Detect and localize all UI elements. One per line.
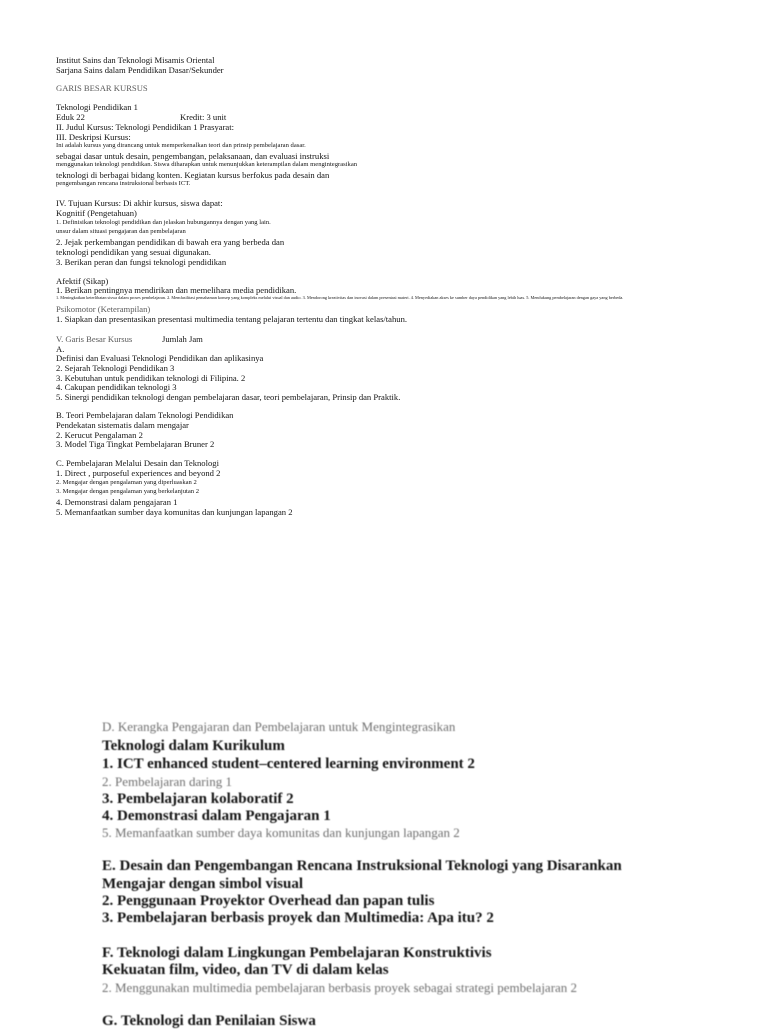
section-a-item: 2. Sejarah Teknologi Pendidikan 3	[56, 363, 175, 373]
psychomotor-heading: Psikomotor (Keterampilan)	[56, 304, 151, 314]
section-d-item: 5. Memanfaatkan sumber daya komunitas dan kunjungan lapangan 2	[102, 825, 460, 840]
section-a-item: 4. Cakupan pendidikan teknologi 3	[56, 382, 177, 392]
course-code: Eduk 22	[56, 112, 85, 122]
cognitive-item: 2. Jejak perkembangan pendidikan di bawah era yang berbeda dan	[56, 237, 285, 247]
section-a-item: 5. Sinergi pendidikan teknologi dengan pembelajaran dasar, teori pembelajaran, Prinsip dan Praktik.	[56, 392, 401, 402]
course-credits: Kredit: 3 unit	[180, 112, 227, 122]
psychomotor-item: 1. Siapkan dan presentasikan presentasi multimedia tentang pelajaran tertentu dan tingkat kelas/tahun.	[56, 314, 408, 324]
section-c-item: 3. Mengajar dengan pengalaman yang berkelanjutan 2	[56, 488, 199, 495]
description-heading: III. Deskripsi Kursus:	[56, 132, 131, 142]
section-d-item: 2. Pembelajaran daring 1	[102, 774, 232, 789]
section-b-item: Pendekatan sistematis dalam mengajar	[56, 420, 189, 430]
section-g-heading: G. Teknologi dan Penilaian Siswa	[102, 1013, 316, 1029]
cognitive-item: teknologi pendidikan yang sesuai digunakan.	[56, 247, 211, 257]
cognitive-item: 3. Berikan peran dan fungsi teknologi pendidikan	[56, 257, 227, 267]
section-e-item: 3. Pembelajaran berbasis proyek dan Multimedia: Apa itu? 2	[102, 910, 494, 926]
section-e-subheading: Mengajar dengan simbol visual	[102, 876, 303, 892]
section-d-item: 4. Demonstrasi dalam Pengajaran 1	[102, 808, 331, 824]
section-f-item: 2. Menggunakan multimedia pembelajaran berbasis proyek sebagai strategi pembelajaran 2	[102, 980, 578, 995]
cognitive-item: unsur dalam situasi pengajaran dan pembelajaran	[56, 228, 186, 235]
description-line: teknologi di berbagai bidang konten. Kegiatan kursus berfokus pada desain dan	[56, 170, 330, 180]
objectives-heading: IV. Tujuan Kursus: Di akhir kursus, siswa dapat:	[56, 198, 223, 208]
section-c-item: 2. Mengajar dengan pengalaman yang diperluaskan 2	[56, 479, 197, 486]
description-line: menggunakan teknologi pendidikan. Siswa diharapkan untuk menunjukkan keterampilan dalam mengintegrasikan	[56, 161, 358, 168]
section-f-subheading: Kekuatan film, video, dan TV di dalam kelas	[102, 962, 389, 978]
section-e-item: 2. Penggunaan Proyektor Overhead dan papan tulis	[102, 893, 435, 909]
hours-heading: Jumlah Jam	[162, 334, 203, 344]
section-c-item: 1. Direct , purposeful experiences and beyond 2	[56, 468, 221, 478]
section-a-label: A.	[56, 344, 65, 354]
section-c-item: 5. Memanfaatkan sumber daya komunitas dan kunjungan lapangan 2	[56, 507, 293, 517]
cognitive-item: 1. Definisikan teknologi pendidikan dan jelaskan hubungannya dengan yang lain.	[56, 219, 271, 226]
section-b-item: 2. Kerucut Pengalaman 2	[56, 430, 143, 440]
section-b-item: 3. Model Tiga Tingkat Pembelajaran Bruner 2	[56, 439, 215, 449]
outline-heading: V. Garis Besar Kursus	[56, 334, 133, 344]
section-f-heading: F. Teknologi dalam Lingkungan Pembelajaran Konstruktivis	[102, 945, 492, 961]
section-d-heading: D. Kerangka Pengajaran dan Pembelajaran untuk Mengintegrasikan	[102, 719, 456, 734]
section-d-item: 3. Pembelajaran kolaboratif 2	[102, 791, 294, 807]
institution-name: Institut Sains dan Teknologi Misamis Oriental	[56, 55, 215, 65]
course-title-line: II. Judul Kursus: Teknologi Pendidikan 1 Prasyarat:	[56, 122, 235, 132]
section-a-item: Definisi dan Evaluasi Teknologi Pendidikan dan aplikasinya	[56, 353, 264, 363]
affective-item: 1. Berikan pentingnya mendirikan dan memelihara media pendidikan.	[56, 285, 297, 295]
affective-heading: Afektif (Sikap)	[56, 276, 109, 286]
program-name: Sarjana Sains dalam Pendidikan Dasar/Sekunder	[56, 65, 224, 75]
section-c-heading: C. Pembelajaran Melalui Desain dan Teknologi	[56, 458, 219, 468]
description-line: Ini adalah kursus yang dirancang untuk memperkenalkan teori dan prinsip pembelajaran dasar.	[56, 142, 306, 149]
section-d-subheading: Teknologi dalam Kurikulum	[102, 738, 285, 754]
course-name: Teknologi Pendidikan 1	[56, 102, 138, 112]
outline-title: GARIS BESAR KURSUS	[56, 83, 148, 93]
cognitive-heading: Kognitif (Pengetahuan)	[56, 208, 137, 218]
section-e-heading: E. Desain dan Pengembangan Rencana Instruksional Teknologi yang Disarankan	[102, 858, 622, 874]
description-line: pengembangan rencana instruksional berbasis ICT.	[56, 180, 191, 187]
affective-item: 1. Meningkatkan keterlibatan siswa dalam proses pembelajaran. 2. Memfasilitasi pemahaman konsep yang kompleks melalui visual dan audio. 3. Mendorong kreativitas dan inovasi dalam presentasi materi. 4. Menyediakan akses ke sumber daya pendidikan yang lebih luas. 5. Mendukung pembelajaran dengan gaya yang berbeda.	[56, 295, 624, 300]
description-line: sebagai dasar untuk desain, pengembangan, pelaksanaan, dan evaluasi instruksi	[56, 151, 330, 161]
section-d-item: 1. ICT enhanced student–centered learning environment 2	[102, 756, 475, 772]
section-b-heading: B. Teori Pembelajaran dalam Teknologi Pendidikan	[56, 410, 234, 420]
section-a-item: 3. Kebutuhan untuk pendidikan teknologi di Filipina. 2	[56, 373, 246, 383]
section-c-item: 4. Demonstrasi dalam pengajaran 1	[56, 497, 178, 507]
